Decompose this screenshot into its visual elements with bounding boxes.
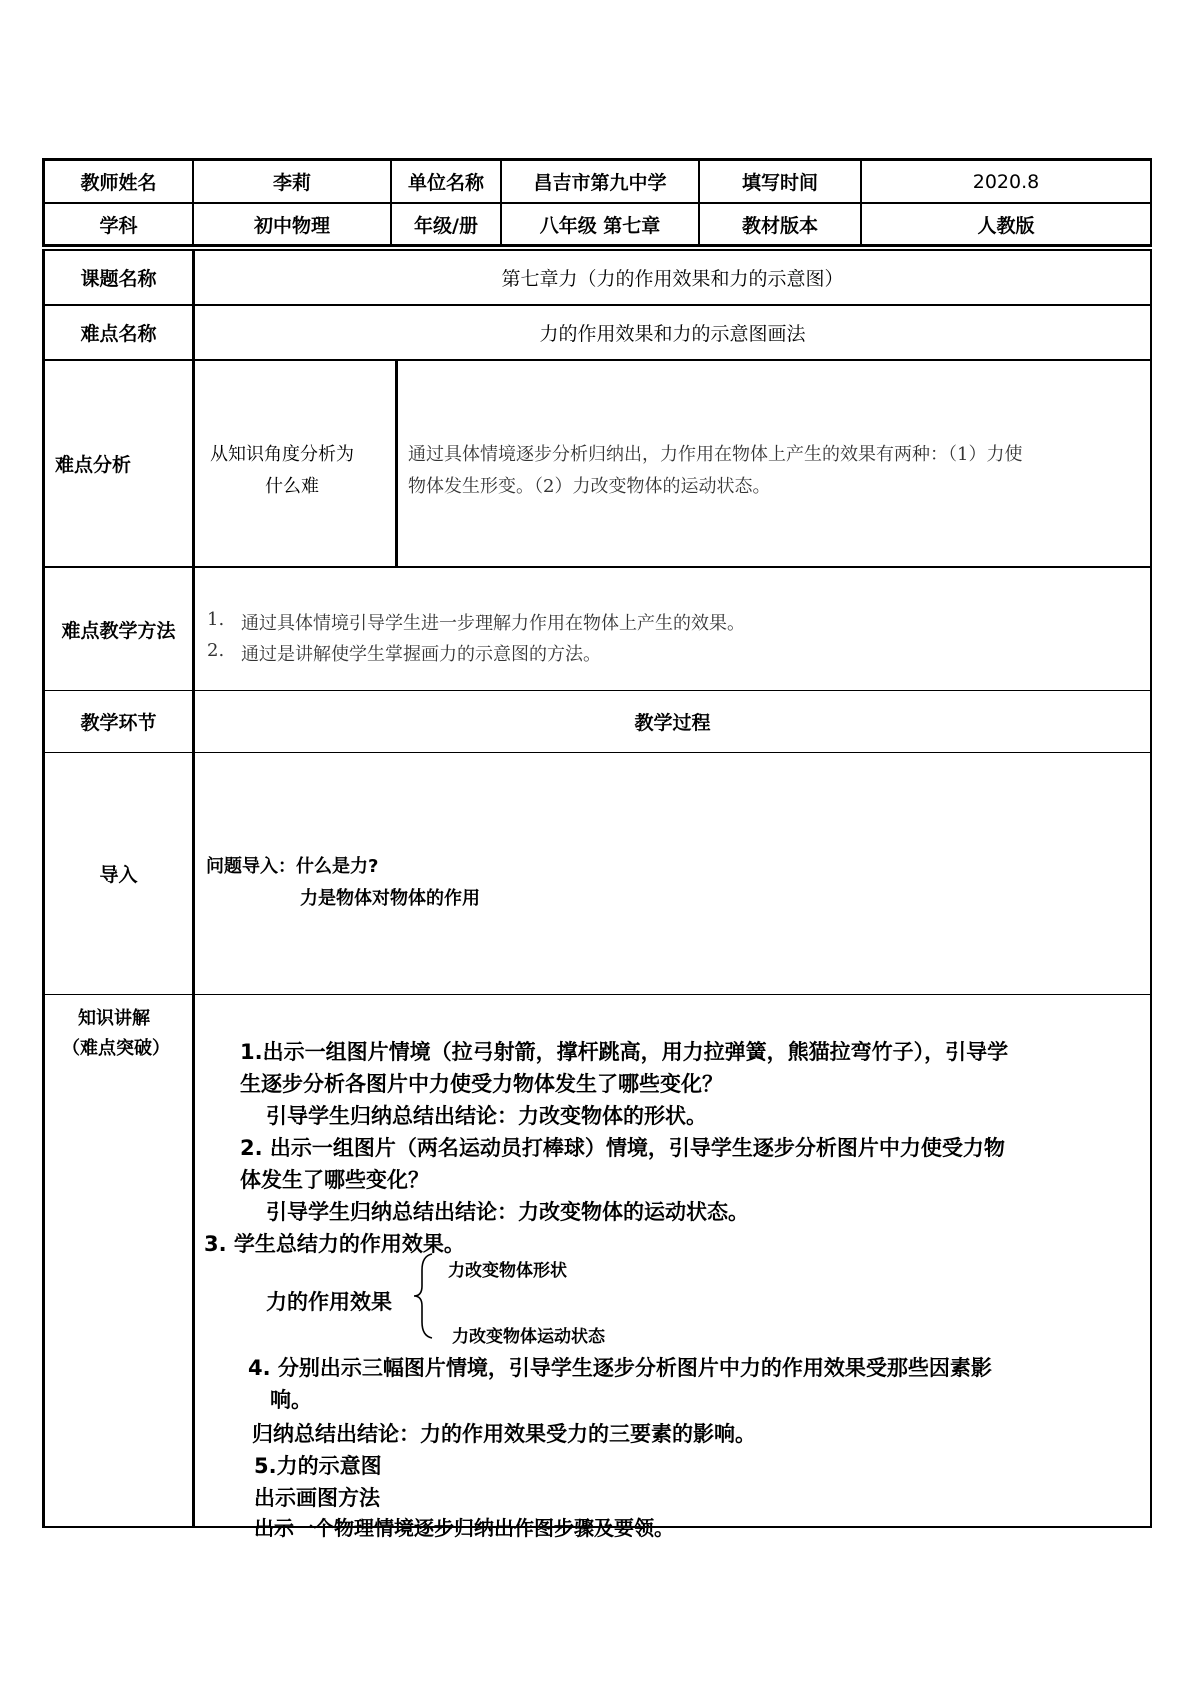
knowledge-label-line1: 知识讲解 (78, 1008, 150, 1029)
border-line (42, 752, 1152, 753)
subject-label: 学科 (99, 214, 138, 237)
knowledge-line: 归纳总结出结论：力的作用效果受力的三要素的影响。 (252, 1422, 756, 1446)
grade-value: 八年级 第七章 (539, 214, 661, 237)
knowledge-line: 出示画图方法 (254, 1486, 380, 1510)
knowledge-line: 引导学生归纳总结出结论：力改变物体的形状。 (266, 1104, 707, 1128)
border-line (1150, 158, 1152, 247)
knowledge-line: 1.出示一组图片情境（拉弓射箭，撑杆跳高，用力拉弹簧，熊猫拉弯竹子），引导学 (240, 1040, 1009, 1064)
method-label: 难点教学方法 (61, 619, 176, 642)
grade-label: 年级/册 (414, 214, 478, 237)
knowledge-line: 出示一个物理情境逐步归纳出作图步骤及要领。 (254, 1516, 674, 1540)
process-header-label: 教学环节 (80, 712, 157, 734)
date-label: 填写时间 (741, 172, 818, 194)
difficulty-label: 难点名称 (80, 323, 157, 345)
unit-value: 昌吉市第九中学 (533, 172, 667, 194)
border-line (42, 994, 1152, 995)
analysis-text-line2: 物体发生形变。（2）力改变物体的运动状态。 (408, 476, 771, 497)
teacher-value: 李莉 (272, 172, 311, 194)
knowledge-line: 5.力的示意图 (254, 1454, 382, 1478)
difficulty-value: 力的作用效果和力的示意图画法 (539, 323, 806, 345)
knowledge-label-line2: （难点突破） (62, 1038, 170, 1059)
topic-value: 第七章力（力的作用效果和力的示意图） (501, 268, 844, 290)
analysis-sub-label-line2: 什么难 (265, 476, 319, 497)
analysis-text-line1: 通过具体情境逐步分析归纳出，力作用在物体上产生的效果有两种：（1）力使 (408, 444, 1023, 465)
process-header-value: 教学过程 (634, 712, 711, 734)
intro-label: 导入 (99, 864, 138, 886)
brace-title: 力的作用效果 (266, 1290, 392, 1314)
unit-label: 单位名称 (407, 172, 484, 194)
analysis-sub-label-line1: 从知识角度分析为 (210, 444, 354, 465)
brace-bottom: 力改变物体运动状态 (452, 1327, 605, 1347)
analysis-label: 难点分析 (55, 454, 132, 476)
border-line (395, 360, 398, 567)
method-item-text: 通过具体情境引导学生进一步理解力作用在物体上产生的效果。 (241, 613, 745, 634)
method-item-num: 1. (207, 609, 225, 630)
border-line (192, 249, 195, 1528)
knowledge-line: 生逐步分析各图片中力使受力物体发生了哪些变化？ (240, 1072, 723, 1096)
method-item-num: 2. (207, 640, 225, 661)
date-value: 2020.8 (972, 170, 1040, 193)
border-line (1150, 249, 1152, 1528)
knowledge-line: 2. 出示一组图片（两名运动员打棒球）情境，引导学生逐步分析图片中力使受力物 (240, 1136, 1005, 1160)
border-line (42, 566, 1152, 568)
knowledge-line: 引导学生归纳总结出结论：力改变物体的运动状态。 (266, 1200, 749, 1224)
intro-line1: 问题导入：什么是力? (206, 856, 379, 877)
knowledge-line: 体发生了哪些变化？ (240, 1168, 429, 1192)
edition-value: 人教版 (977, 214, 1035, 237)
subject-value: 初中物理 (253, 214, 330, 237)
knowledge-line: 4. 分别出示三幅图片情境，引导学生逐步分析图片中力的作用效果受那些因素影 (248, 1356, 992, 1380)
teacher-label: 教师姓名 (80, 172, 157, 194)
knowledge-line: 响。 (270, 1388, 312, 1412)
method-item-text: 通过是讲解使学生掌握画力的示意图的方法。 (241, 644, 601, 665)
brace-top: 力改变物体形状 (448, 1261, 567, 1281)
edition-label: 教材版本 (741, 214, 818, 237)
border-line (42, 244, 1152, 247)
border-line (42, 359, 1152, 361)
intro-line2: 力是物体对物体的作用 (300, 888, 480, 909)
topic-label: 课题名称 (80, 268, 157, 290)
curly-brace-icon (412, 1252, 436, 1340)
knowledge-line: 3. 学生总结力的作用效果。 (204, 1232, 465, 1256)
